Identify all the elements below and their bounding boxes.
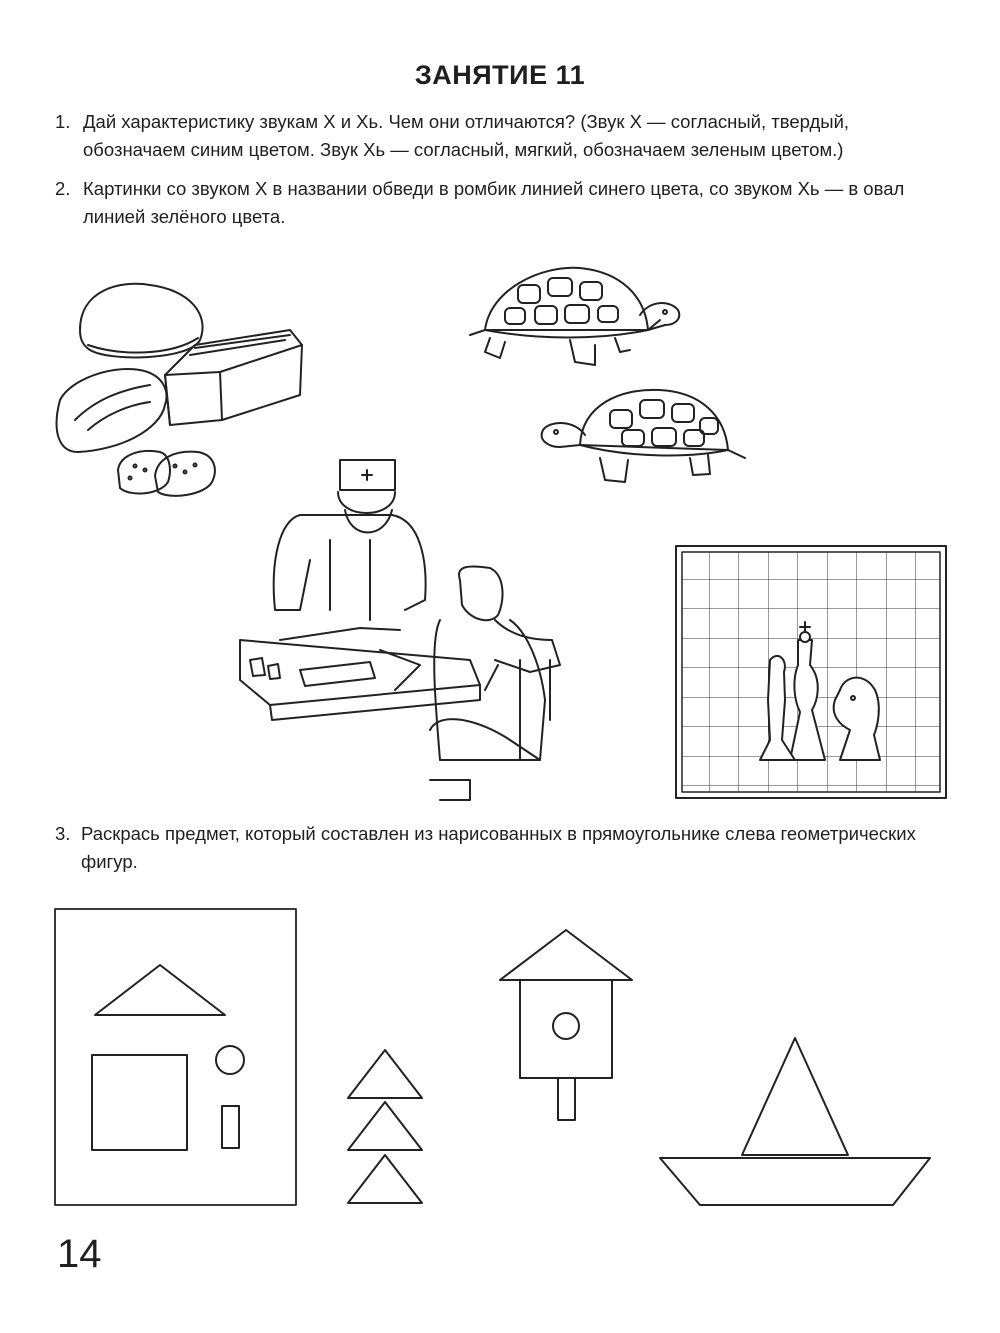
birdhouse-figure xyxy=(500,930,632,1120)
task-number: 1. xyxy=(55,111,71,132)
task-text: Дай характеристику звукам Х и Хь. Чем они отличаются? (Звук Х — согласный, твердый, обозначаем синим цветом. Звук Хь — согласный, мягкий, обозначаем зеленым цветом.) xyxy=(83,111,850,160)
turtle-illustration-bottom xyxy=(542,390,745,482)
fir-tree-figure xyxy=(348,1050,422,1203)
shape-reference-box xyxy=(55,909,296,1205)
turtle-illustration-top xyxy=(470,268,679,365)
task-number: 2. xyxy=(55,178,71,199)
task-text: Картинки со звуком Х в названии обведи в ромбик линией синего цвета, со звуком Хь — в овал линией зелёного цвета. xyxy=(83,178,905,227)
sailboat-figure xyxy=(660,1038,930,1205)
task-text: Раскрась предмет, который составлен из нарисованных в прямоугольнике слева геометрических фигур. xyxy=(81,823,916,872)
bread-illustration xyxy=(57,284,302,496)
chessboard-illustration xyxy=(676,546,946,798)
task-number: 3. xyxy=(55,823,71,844)
doctor-patient-illustration xyxy=(240,460,560,800)
page-number: 14 xyxy=(57,1232,102,1276)
page-title: ЗАНЯТИЕ 11 xyxy=(414,60,586,90)
